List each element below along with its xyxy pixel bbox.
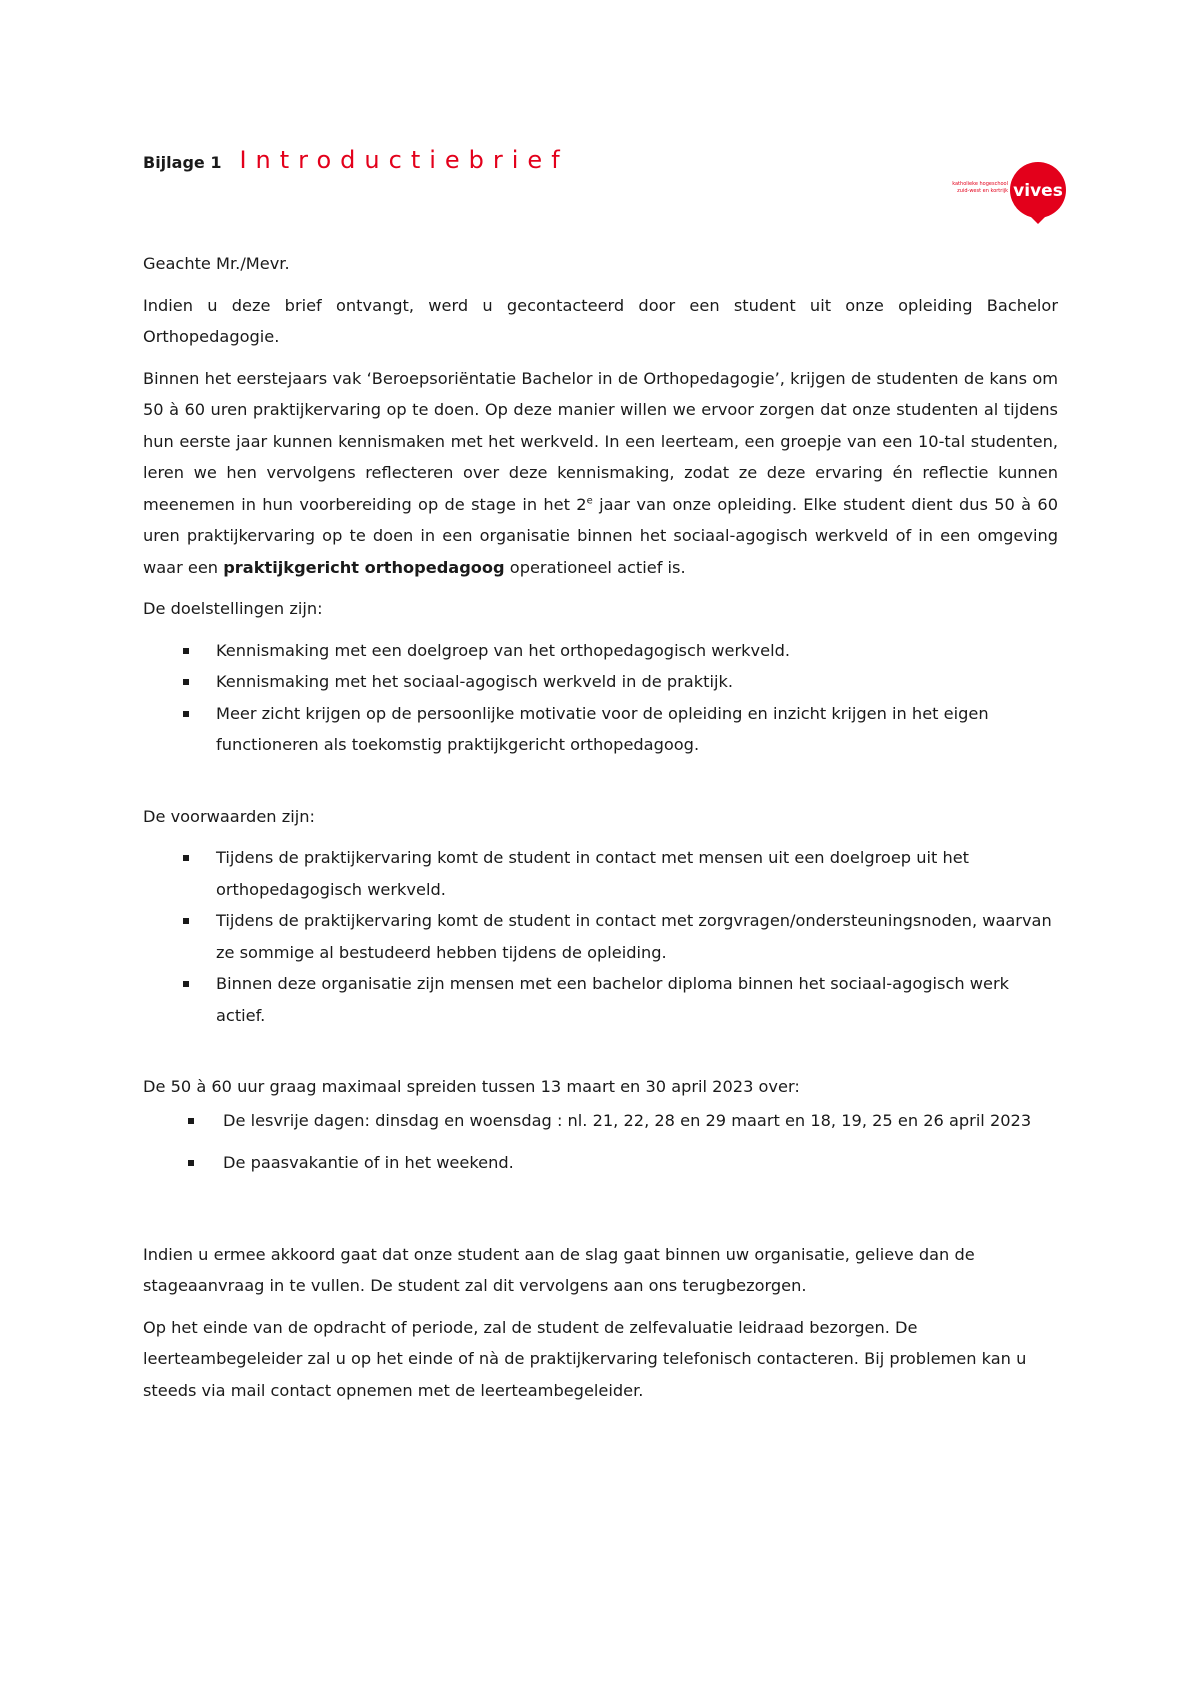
conditions-title: De voorwaarden zijn: <box>143 806 315 826</box>
logo-tagline-2: zuid-west en kortrijk <box>957 188 1008 194</box>
appendix-label: Bijlage 1 <box>143 153 222 172</box>
condition-item: Binnen deze organisatie zijn mensen met een bachelor diploma binnen het sociaal-agogisch werk actief. <box>143 968 1058 1031</box>
schedule-item: De lesvrije dagen: dinsdag en woensdag : nl. 21, 22, 28 en 29 maart en 18, 19, 25 en 26 april 2023 <box>143 1103 1058 1139</box>
paragraph-course-part-c: operationeel actief is. <box>504 557 686 577</box>
goals-title: De doelstellingen zijn: <box>143 599 323 618</box>
ordinal-superscript: e <box>586 495 593 507</box>
vives-logo <box>950 158 1068 226</box>
bold-phrase: praktijkgericht orthopedagoog <box>223 557 505 577</box>
schedule-list <box>143 1103 1058 1181</box>
logo-tagline-1: katholieke hogeschool <box>952 181 1008 187</box>
document-heading <box>143 146 569 174</box>
paragraph-course <box>143 363 1058 584</box>
paragraph-course-part-b: jaar van onze opleiding. Elke student dient dus 50 à 60 uren praktijkervaring op te doen in een organisatie binnen het sociaal-agogisch werkveld of in een omgeving waar een <box>143 494 1058 577</box>
condition-item: Tijdens de praktijkervaring komt de student in contact met zorgvragen/ondersteuningsnoden, waarvan ze sommige al bestudeerd hebben tijdens de opleiding. <box>143 905 1058 968</box>
paragraph-course-part-a: Binnen het eerstejaars vak ‘Beroepsoriëntatie Bachelor in de Orthopedagogie’, krijgen de studenten de kans om 50 à 60 uren praktijkervaring op te doen. Op deze manier willen we ervoor zorgen dat onze studenten al tijdens hun eerste jaar kunnen kennismaken met het werkveld. In een leerteam, een groepje van een 10-tal studenten, leren we hen vervolgens reflecteren over deze kennismaking, zodat ze deze ervaring én reflectie kunnen meenemen in hun voorbereiding op de stage in het 2 <box>143 368 1058 514</box>
letter-body <box>143 248 1058 1416</box>
paragraph-intro: Indien u deze brief ontvangt, werd u gecontacteerd door een student uit onze opleiding Bachelor Orthopedagogie. <box>143 295 1058 346</box>
goal-item: Kennismaking met het sociaal-agogisch werkveld in de praktijk. <box>143 666 1058 698</box>
salutation: Geachte Mr./Mevr. <box>143 254 290 273</box>
paragraph-evaluation: Op het einde van de opdracht of periode, zal de student de zelfevaluatie leidraad bezorgen. De leerteambegeleider zal u op het einde of nà de praktijkervaring telefonisch contacteren. Bij problemen kan u steeds via mail contact opnemen met de leerteambegeleider. <box>143 1317 1027 1400</box>
paragraph-agreement: Indien u ermee akkoord gaat dat onze student aan de slag gaat binnen uw organisatie, gelieve dan de stageaanvraag in te vullen. De student zal dit vervolgens aan ons terugbezorgen. <box>143 1244 975 1295</box>
letter-title: Introductiebrief <box>239 146 569 174</box>
logo-brand: vives <box>1013 181 1063 201</box>
goals-list <box>143 635 1058 761</box>
condition-item: Tijdens de praktijkervaring komt de student in contact met mensen uit een doelgroep uit het orthopedagogisch werkveld. <box>143 842 1058 905</box>
conditions-list <box>143 842 1058 1031</box>
schedule-title: De 50 à 60 uur graag maximaal spreiden tussen 13 maart en 30 april 2023 over: <box>143 1077 800 1096</box>
goal-item: Kennismaking met een doelgroep van het orthopedagogisch werkveld. <box>143 635 1058 667</box>
goal-item: Meer zicht krijgen op de persoonlijke motivatie voor de opleiding en inzicht krijgen in het eigen functioneren als toekomstig praktijkgericht orthopedagoog. <box>143 698 1058 761</box>
schedule-item: De paasvakantie of in het weekend. <box>143 1145 1058 1181</box>
